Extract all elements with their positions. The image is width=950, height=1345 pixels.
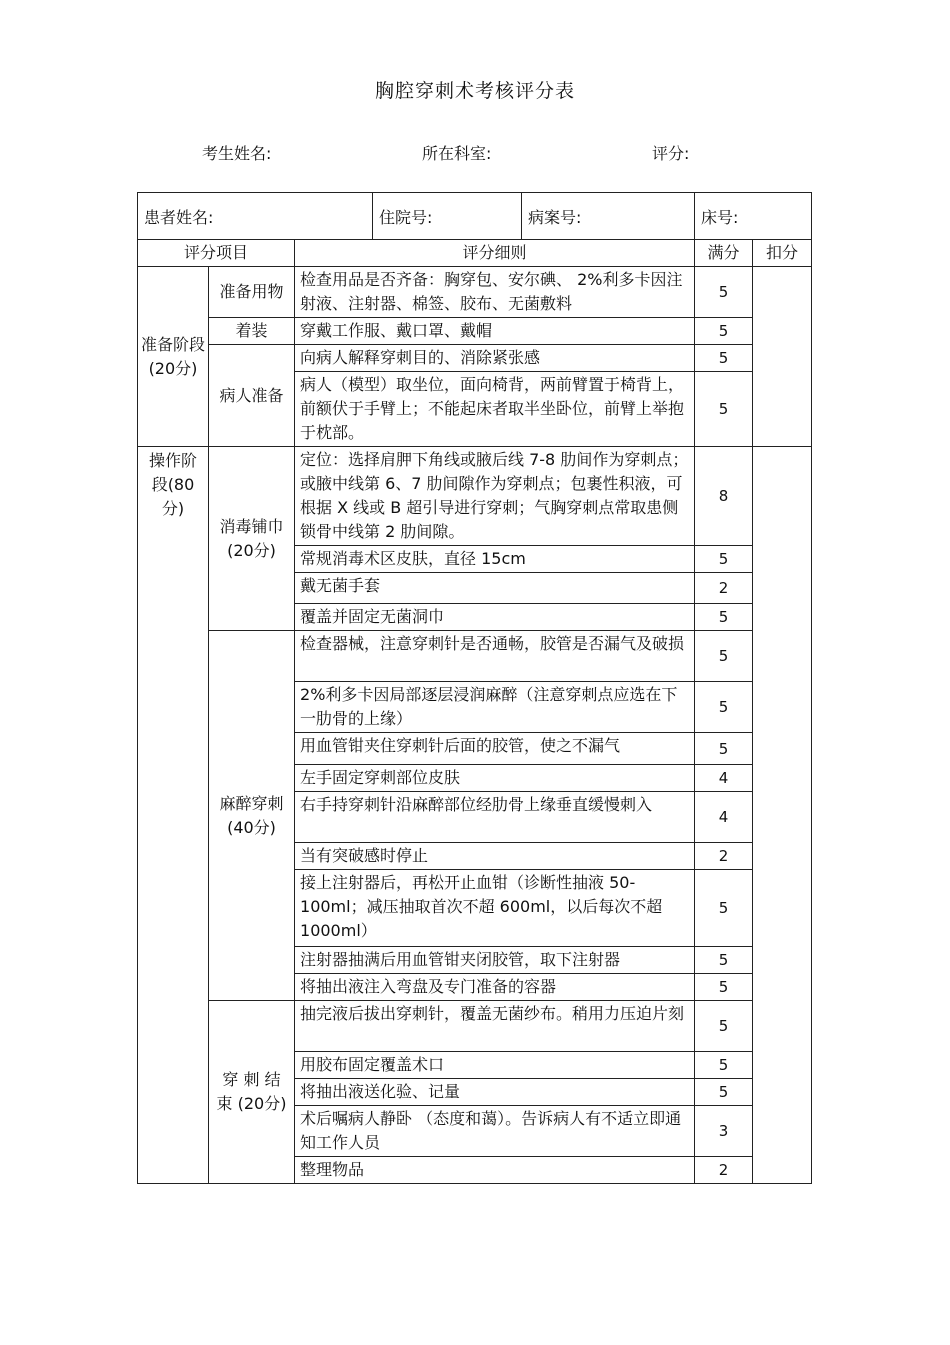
assessment-table xyxy=(137,192,811,1184)
detail-cell: 将抽出液送化验、记量 xyxy=(295,1079,695,1106)
detail-cell: 定位：选择肩胛下角线或腋后线 7-8 肋间作为穿刺点；或腋中线第 6、7 肋间隙作为穿刺点；包裹性积液，可根据 X 线或 B 超引导进行穿刺；气胸穿刺点常取患侧锁骨中线第 2 肋间隙。 xyxy=(295,447,695,546)
full-score-cell: 5 xyxy=(695,318,753,345)
detail-cell: 用血管钳夹住穿刺针后面的胶管，使之不漏气 xyxy=(295,733,695,765)
col-header-item: 评分项目 xyxy=(138,240,295,267)
full-score-cell: 5 xyxy=(695,631,753,682)
col-header-detail: 评分细则 xyxy=(295,240,695,267)
full-score-cell: 4 xyxy=(695,765,753,792)
full-score-cell: 2 xyxy=(695,1157,753,1184)
table-row xyxy=(138,631,812,682)
full-score-cell: 5 xyxy=(695,1001,753,1052)
full-score-cell: 5 xyxy=(695,947,753,974)
score-label: 评分: xyxy=(652,144,690,163)
sub-item-attire: 着装 xyxy=(209,318,295,345)
full-score-cell: 5 xyxy=(695,733,753,765)
full-score-cell: 5 xyxy=(695,1079,753,1106)
full-score-cell: 5 xyxy=(695,604,753,631)
full-score-cell: 4 xyxy=(695,792,753,843)
table-row xyxy=(138,318,812,345)
full-score-cell: 2 xyxy=(695,573,753,604)
col-header-deduction: 扣分 xyxy=(753,240,812,267)
full-score-cell: 5 xyxy=(695,870,753,947)
detail-cell: 覆盖并固定无菌洞巾 xyxy=(295,604,695,631)
detail-cell: 用胶布固定覆盖术口 xyxy=(295,1052,695,1079)
detail-cell: 2%利多卡因局部逐层浸润麻醉（注意穿刺点应选在下一肋骨的上缘） xyxy=(295,682,695,733)
stage-prep: 准备阶段(20分) xyxy=(138,267,209,447)
detail-cell: 右手持穿刺针沿麻醉部位经肋骨上缘垂直缓慢刺入 xyxy=(295,792,695,843)
examinee-name-label: 考生姓名: xyxy=(202,144,272,163)
full-score-cell: 3 xyxy=(695,1106,753,1157)
detail-cell: 术后嘱病人静卧 （态度和蔼）。告诉病人有不适立即通知工作人员 xyxy=(295,1106,695,1157)
detail-cell: 向病人解释穿刺目的、消除紧张感 xyxy=(295,345,695,372)
detail-cell: 戴无菌手套 xyxy=(295,573,695,604)
detail-cell: 将抽出液注入弯盘及专门准备的容器 xyxy=(295,974,695,1001)
full-score-cell: 5 xyxy=(695,345,753,372)
sub-item-patient: 病人准备 xyxy=(209,345,295,447)
detail-cell: 病人（模型）取坐位，面向椅背，两前臂置于椅背上，前额伏于手臂上；不能起床者取半坐卧位，前臂上举抱于枕部。 xyxy=(295,372,695,447)
detail-cell: 左手固定穿刺部位皮肤 xyxy=(295,765,695,792)
detail-cell: 穿戴工作服、戴口罩、戴帽 xyxy=(295,318,695,345)
page-title: 胸腔穿刺术考核评分表 xyxy=(374,80,575,102)
full-score-cell: 5 xyxy=(695,372,753,447)
detail-cell: 整理物品 xyxy=(295,1157,695,1184)
sub-item-supplies: 准备用物 xyxy=(209,267,295,318)
table-row xyxy=(138,267,812,318)
department-label: 所在科室: xyxy=(422,144,492,163)
detail-cell: 抽完液后拔出穿刺针，覆盖无菌纱布。稍用力压迫片刻 xyxy=(295,1001,695,1052)
col-header-full-score: 满分 xyxy=(695,240,753,267)
full-score-cell: 5 xyxy=(695,682,753,733)
detail-cell: 检查器械，注意穿刺针是否通畅，胶管是否漏气及破损 xyxy=(295,631,695,682)
patient-info-table xyxy=(137,192,812,240)
detail-cell: 当有突破感时停止 xyxy=(295,843,695,870)
admission-number-label: 住院号: xyxy=(373,193,522,240)
scoring-table xyxy=(137,239,812,1184)
patient-name-label: 患者姓名: xyxy=(138,193,373,240)
full-score-cell: 5 xyxy=(695,546,753,573)
detail-cell: 注射器抽满后用血管钳夹闭胶管，取下注射器 xyxy=(295,947,695,974)
full-score-cell: 5 xyxy=(695,267,753,318)
sub-item-finish: 穿 刺 结 束 (20分) xyxy=(209,1001,295,1184)
full-score-cell: 5 xyxy=(695,974,753,1001)
detail-cell: 接上注射器后，再松开止血钳（诊断性抽液 50-100ml；减压抽取首次不超 600ml，以后每次不超 1000ml） xyxy=(295,870,695,947)
full-score-cell: 2 xyxy=(695,843,753,870)
deduction-cell[interactable] xyxy=(753,447,812,1184)
sub-item-anesthesia: 麻醉穿刺 (40分) xyxy=(209,631,295,1001)
case-number-label: 病案号: xyxy=(522,193,695,240)
table-row xyxy=(138,345,812,372)
stage-operation: 操作阶段(80分) xyxy=(138,447,209,1184)
bed-number-label: 床号: xyxy=(695,193,812,240)
full-score-cell: 5 xyxy=(695,1052,753,1079)
column-header-row xyxy=(138,240,812,267)
deduction-cell[interactable] xyxy=(753,267,812,447)
detail-cell: 常规消毒术区皮肤，直径 15cm xyxy=(295,546,695,573)
sub-item-disinfection: 消毒铺巾 (20分) xyxy=(209,447,295,631)
full-score-cell: 8 xyxy=(695,447,753,546)
table-row xyxy=(138,1001,812,1052)
table-row xyxy=(138,447,812,546)
detail-cell: 检查用品是否齐备：胸穿包、安尔碘、 2%利多卡因注射液、注射器、棉签、胶布、无菌敷料 xyxy=(295,267,695,318)
